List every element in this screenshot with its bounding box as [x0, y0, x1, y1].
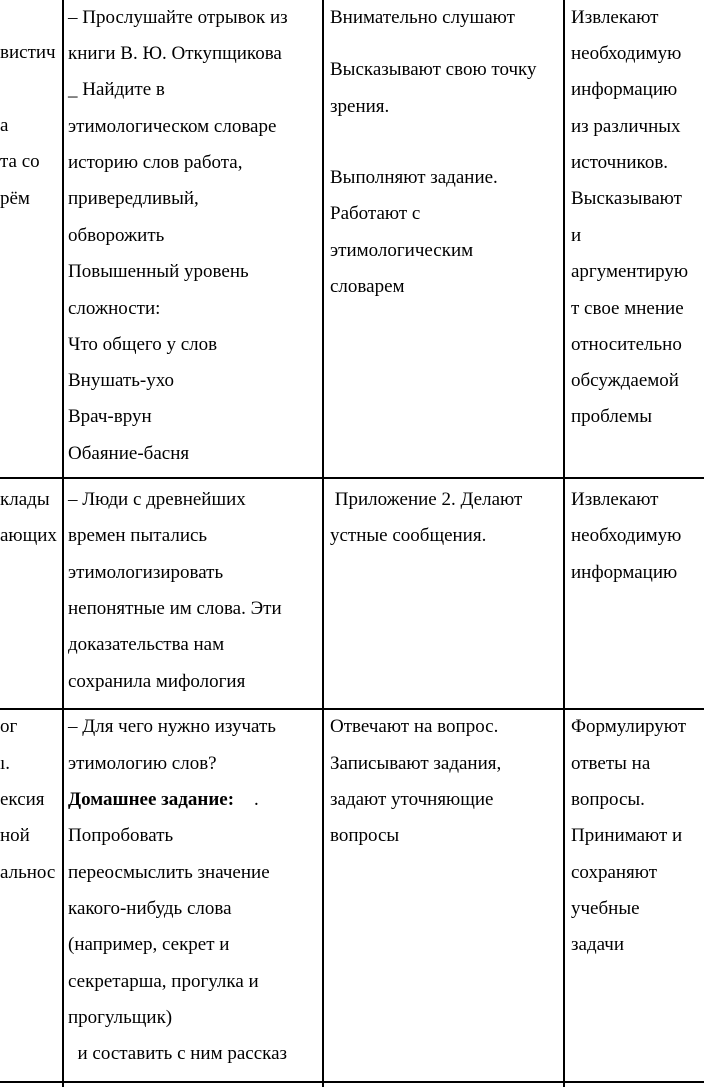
cell-text: .: [254, 789, 259, 810]
cell-text: Врач-врун: [68, 406, 152, 427]
cell-text: ексия: [0, 789, 45, 810]
table-border-v1: [62, 0, 64, 1087]
cell-text: словарем: [330, 276, 405, 297]
cell-text: задачи: [571, 934, 625, 955]
cell-text: Внушать-ухо: [68, 370, 174, 391]
cell-text: информацию: [571, 79, 678, 100]
table-border-v3: [563, 0, 565, 1087]
cell-text: вопросы.: [571, 789, 645, 810]
table-border-h2: [0, 708, 704, 710]
cell-text: Что общего у слов: [68, 334, 218, 355]
cell-text: историю слов работа,: [68, 152, 243, 173]
cell-text: этимологию слов?: [68, 753, 217, 774]
cell-text: этимологизировать: [68, 562, 224, 583]
cell-text: относительно: [571, 334, 682, 355]
cell-text: рём: [0, 188, 30, 209]
cell-text: клады: [0, 489, 50, 510]
cell-text: Высказывают свою точку: [330, 59, 537, 80]
cell-text: этимологическим: [330, 240, 474, 261]
cell-text: – Для чего нужно изучать: [68, 716, 276, 737]
cell-text: ог: [0, 716, 18, 737]
cell-text: информацию: [571, 562, 678, 583]
cell-text: сохранила мифология: [68, 671, 246, 692]
cell-text: Выполняют задание.: [330, 167, 498, 188]
cell-text: и: [571, 225, 582, 246]
cell-text: вопросы: [330, 825, 400, 846]
cell-text: непонятные им слова. Эти: [68, 598, 282, 619]
cell-text: источников.: [571, 152, 669, 173]
cell-text: Принимают и: [571, 825, 683, 846]
cell-text: секретарша, прогулка и: [68, 971, 259, 992]
cell-text: Приложение 2. Делают: [330, 489, 523, 510]
cell-text: Попробовать: [68, 825, 174, 846]
cell-text: ающих: [0, 525, 57, 546]
cell-text: т свое мнение: [571, 298, 684, 319]
cell-text: Записывают задания,: [330, 753, 502, 774]
cell-text: а: [0, 115, 9, 136]
cell-text: проблемы: [571, 406, 653, 427]
cell-text: зрения.: [330, 96, 390, 117]
cell-text: доказательства нам: [68, 634, 225, 655]
table-border-h3: [0, 1081, 704, 1083]
cell-text: задают уточняющие: [330, 789, 494, 810]
cell-text: необходимую: [571, 43, 682, 64]
cell-text: какого-нибудь слова: [68, 898, 232, 919]
cell-text: Повышенный уровень: [68, 261, 249, 282]
cell-text: обворожить: [68, 225, 165, 246]
cell-text: вистич: [0, 42, 56, 63]
cell-text: ной: [0, 825, 30, 846]
cell-text: Работают с: [330, 203, 421, 224]
cell-text: аргументирую: [571, 261, 689, 282]
cell-text: альнос: [0, 862, 56, 883]
homework-label: Домашнее задание:: [68, 789, 235, 810]
cell-text: Извлекают: [571, 489, 659, 510]
cell-text: привередливый,: [68, 188, 199, 209]
cell-text: сохраняют: [571, 862, 658, 883]
cell-text: та со: [0, 151, 40, 172]
cell-text: _ Найдите в: [68, 79, 165, 100]
cell-text: прогульщик): [68, 1007, 173, 1028]
cell-text: Высказывают: [571, 188, 682, 209]
cell-text: – Прослушайте отрывок из: [68, 7, 288, 28]
cell-text: ответы на: [571, 753, 651, 774]
cell-text: Внимательно слушают: [330, 7, 515, 28]
cell-text: устные сообщения.: [330, 525, 487, 546]
cell-text: Обаяние-басня: [68, 443, 190, 464]
cell-text: времен пытались: [68, 525, 208, 546]
cell-text: ı.: [0, 753, 11, 774]
cell-text: учебные: [571, 898, 640, 919]
table-border-v2: [322, 0, 324, 1087]
cell-text: сложности:: [68, 298, 161, 319]
cell-text: Формулируют: [571, 716, 687, 737]
table-border-h1: [0, 477, 704, 479]
cell-text: переосмыслить значение: [68, 862, 270, 883]
cell-text: из различных: [571, 116, 681, 137]
cell-text: – Люди с древнейших: [68, 489, 246, 510]
cell-text: и составить с ним рассказ: [68, 1043, 288, 1064]
cell-text: Извлекают: [571, 7, 659, 28]
cell-text: этимологическом словаре: [68, 116, 277, 137]
cell-text: книги В. Ю. Откупщикова: [68, 43, 282, 64]
cell-text: обсуждаемой: [571, 370, 679, 391]
cell-text: Отвечают на вопрос.: [330, 716, 499, 737]
cell-text: необходимую: [571, 525, 682, 546]
cell-text: (например, секрет и: [68, 934, 230, 955]
